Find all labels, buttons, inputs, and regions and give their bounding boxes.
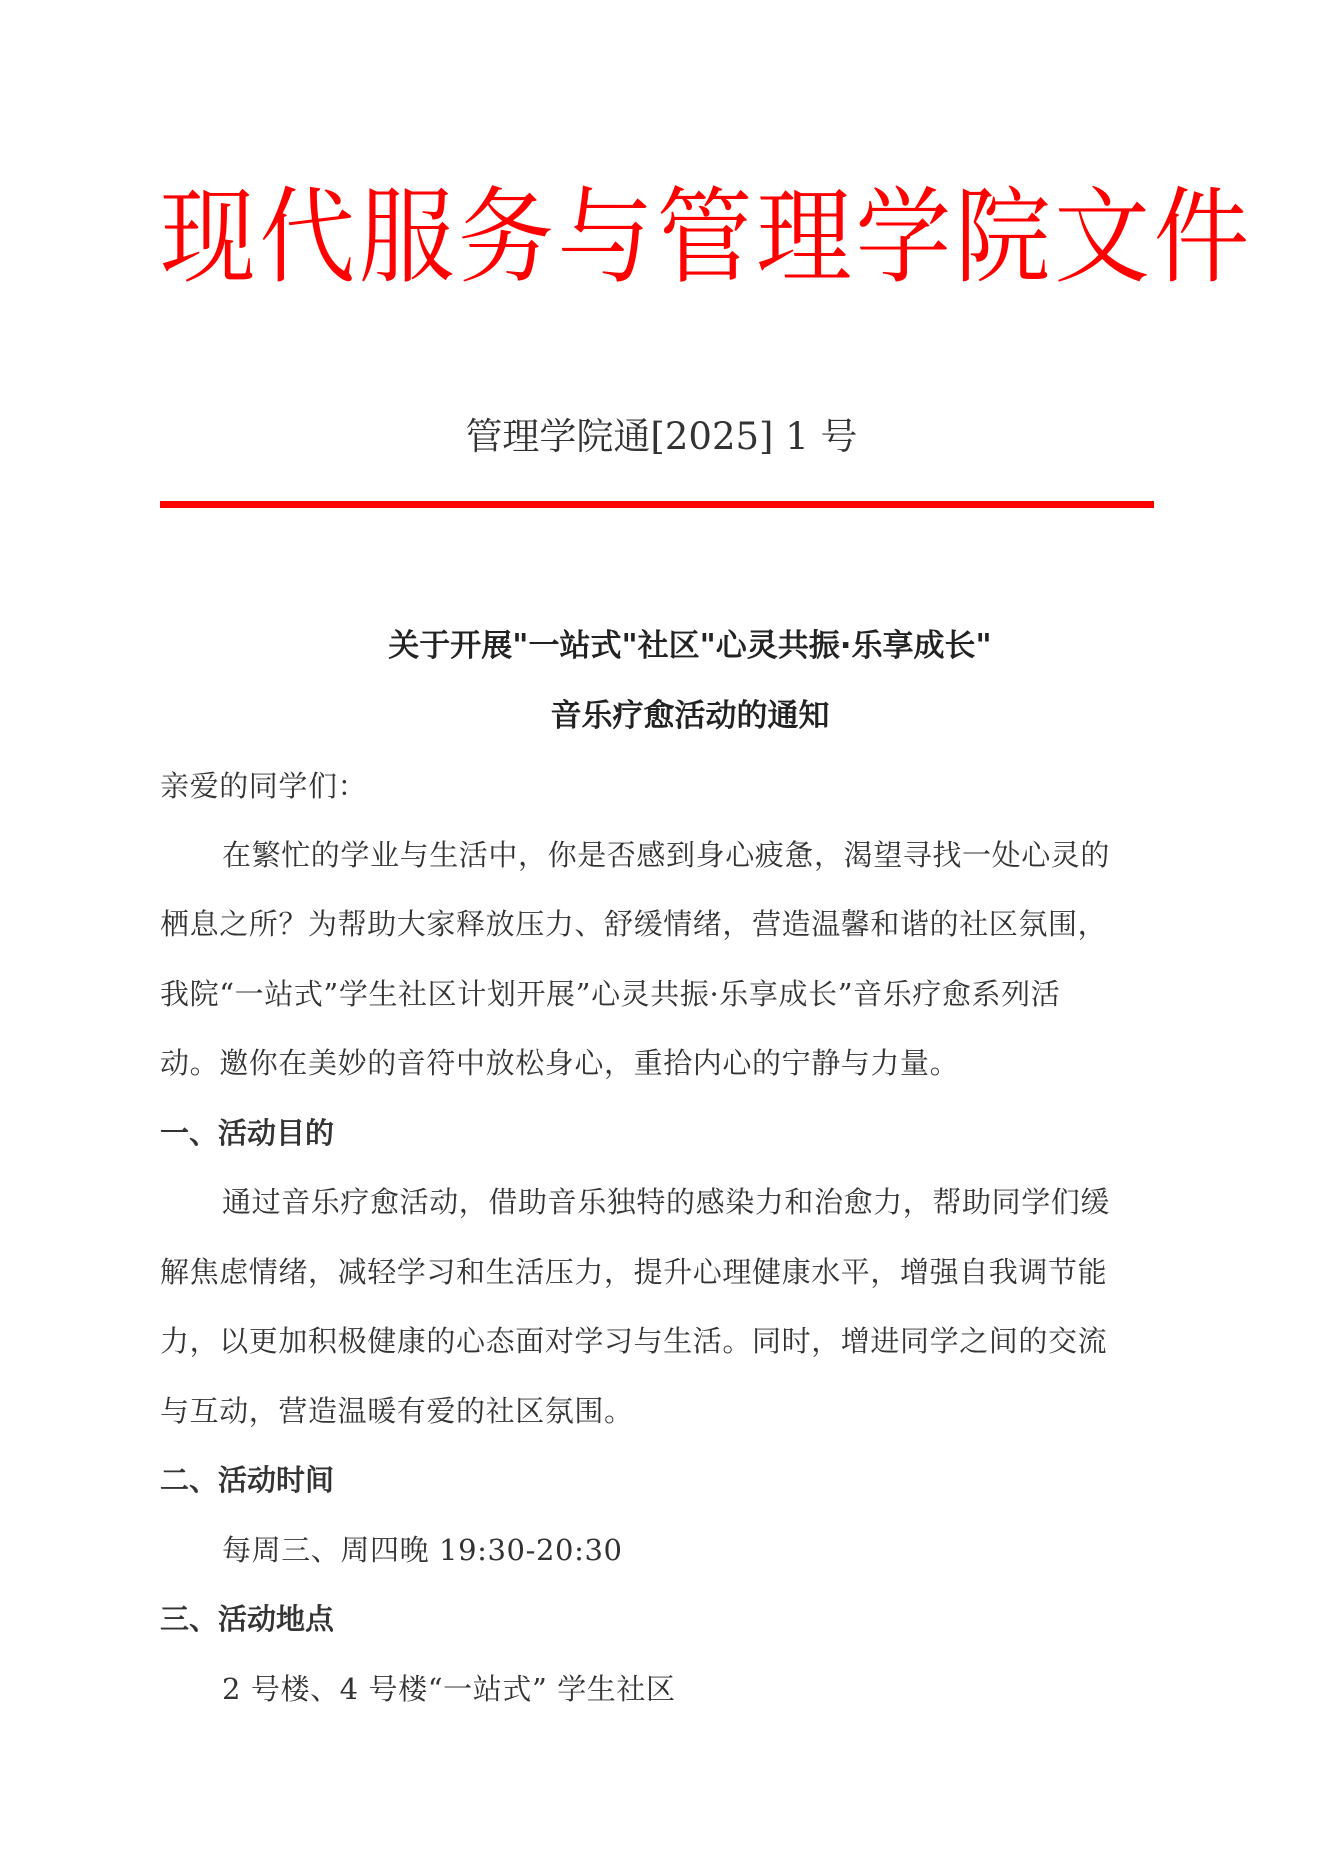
purpose-line-4: 与互动，营造温暖有爱的社区氛围。 [160,1394,634,1428]
red-separator-rule [160,501,1154,508]
intro-line-3: 我院“一站式”学生社区计划开展”心灵共振·乐享成长”音乐疗愈系列活 [160,977,1061,1011]
section-heading-time: 二、活动时间 [160,1463,335,1497]
intro-line-1: 在繁忙的学业与生活中，你是否感到身心疲惫，渴望寻找一处心灵的 [222,838,1111,872]
location-line-1: 2 号楼、4 号楼“一站式” 学生社区 [222,1672,676,1706]
time-line-1: 每周三、周四晚 19:30-20:30 [222,1533,623,1567]
purpose-line-3: 力，以更加积极健康的心态面对学习与生活。同时，增进同学之间的交流 [160,1324,1108,1358]
issuer-masthead: 现代服务与管理学院文件 [160,176,1253,298]
greeting: 亲爱的同学们： [160,769,368,803]
document-number: 管理学院通[2025] 1 号 [465,415,858,458]
notice-title-line-2: 音乐疗愈活动的通知 [550,698,830,734]
notice-title-line-1: 关于开展"一站式"社区"心灵共振·乐享成长" [388,628,992,664]
section-heading-location: 三、活动地点 [160,1602,335,1636]
purpose-line-2: 解焦虑情绪，减轻学习和生活压力，提升心理健康水平，增强自我调节能 [160,1255,1108,1289]
intro-line-4: 动。邀你在美妙的音符中放松身心，重拾内心的宁静与力量。 [160,1046,960,1080]
section-heading-purpose: 一、活动目的 [160,1116,335,1150]
intro-line-2: 栖息之所？为帮助大家释放压力、舒缓情绪，营造温馨和谐的社区氛围， [160,907,1108,941]
purpose-line-1: 通过音乐疗愈活动，借助音乐独特的感染力和治愈力，帮助同学们缓 [222,1185,1111,1219]
